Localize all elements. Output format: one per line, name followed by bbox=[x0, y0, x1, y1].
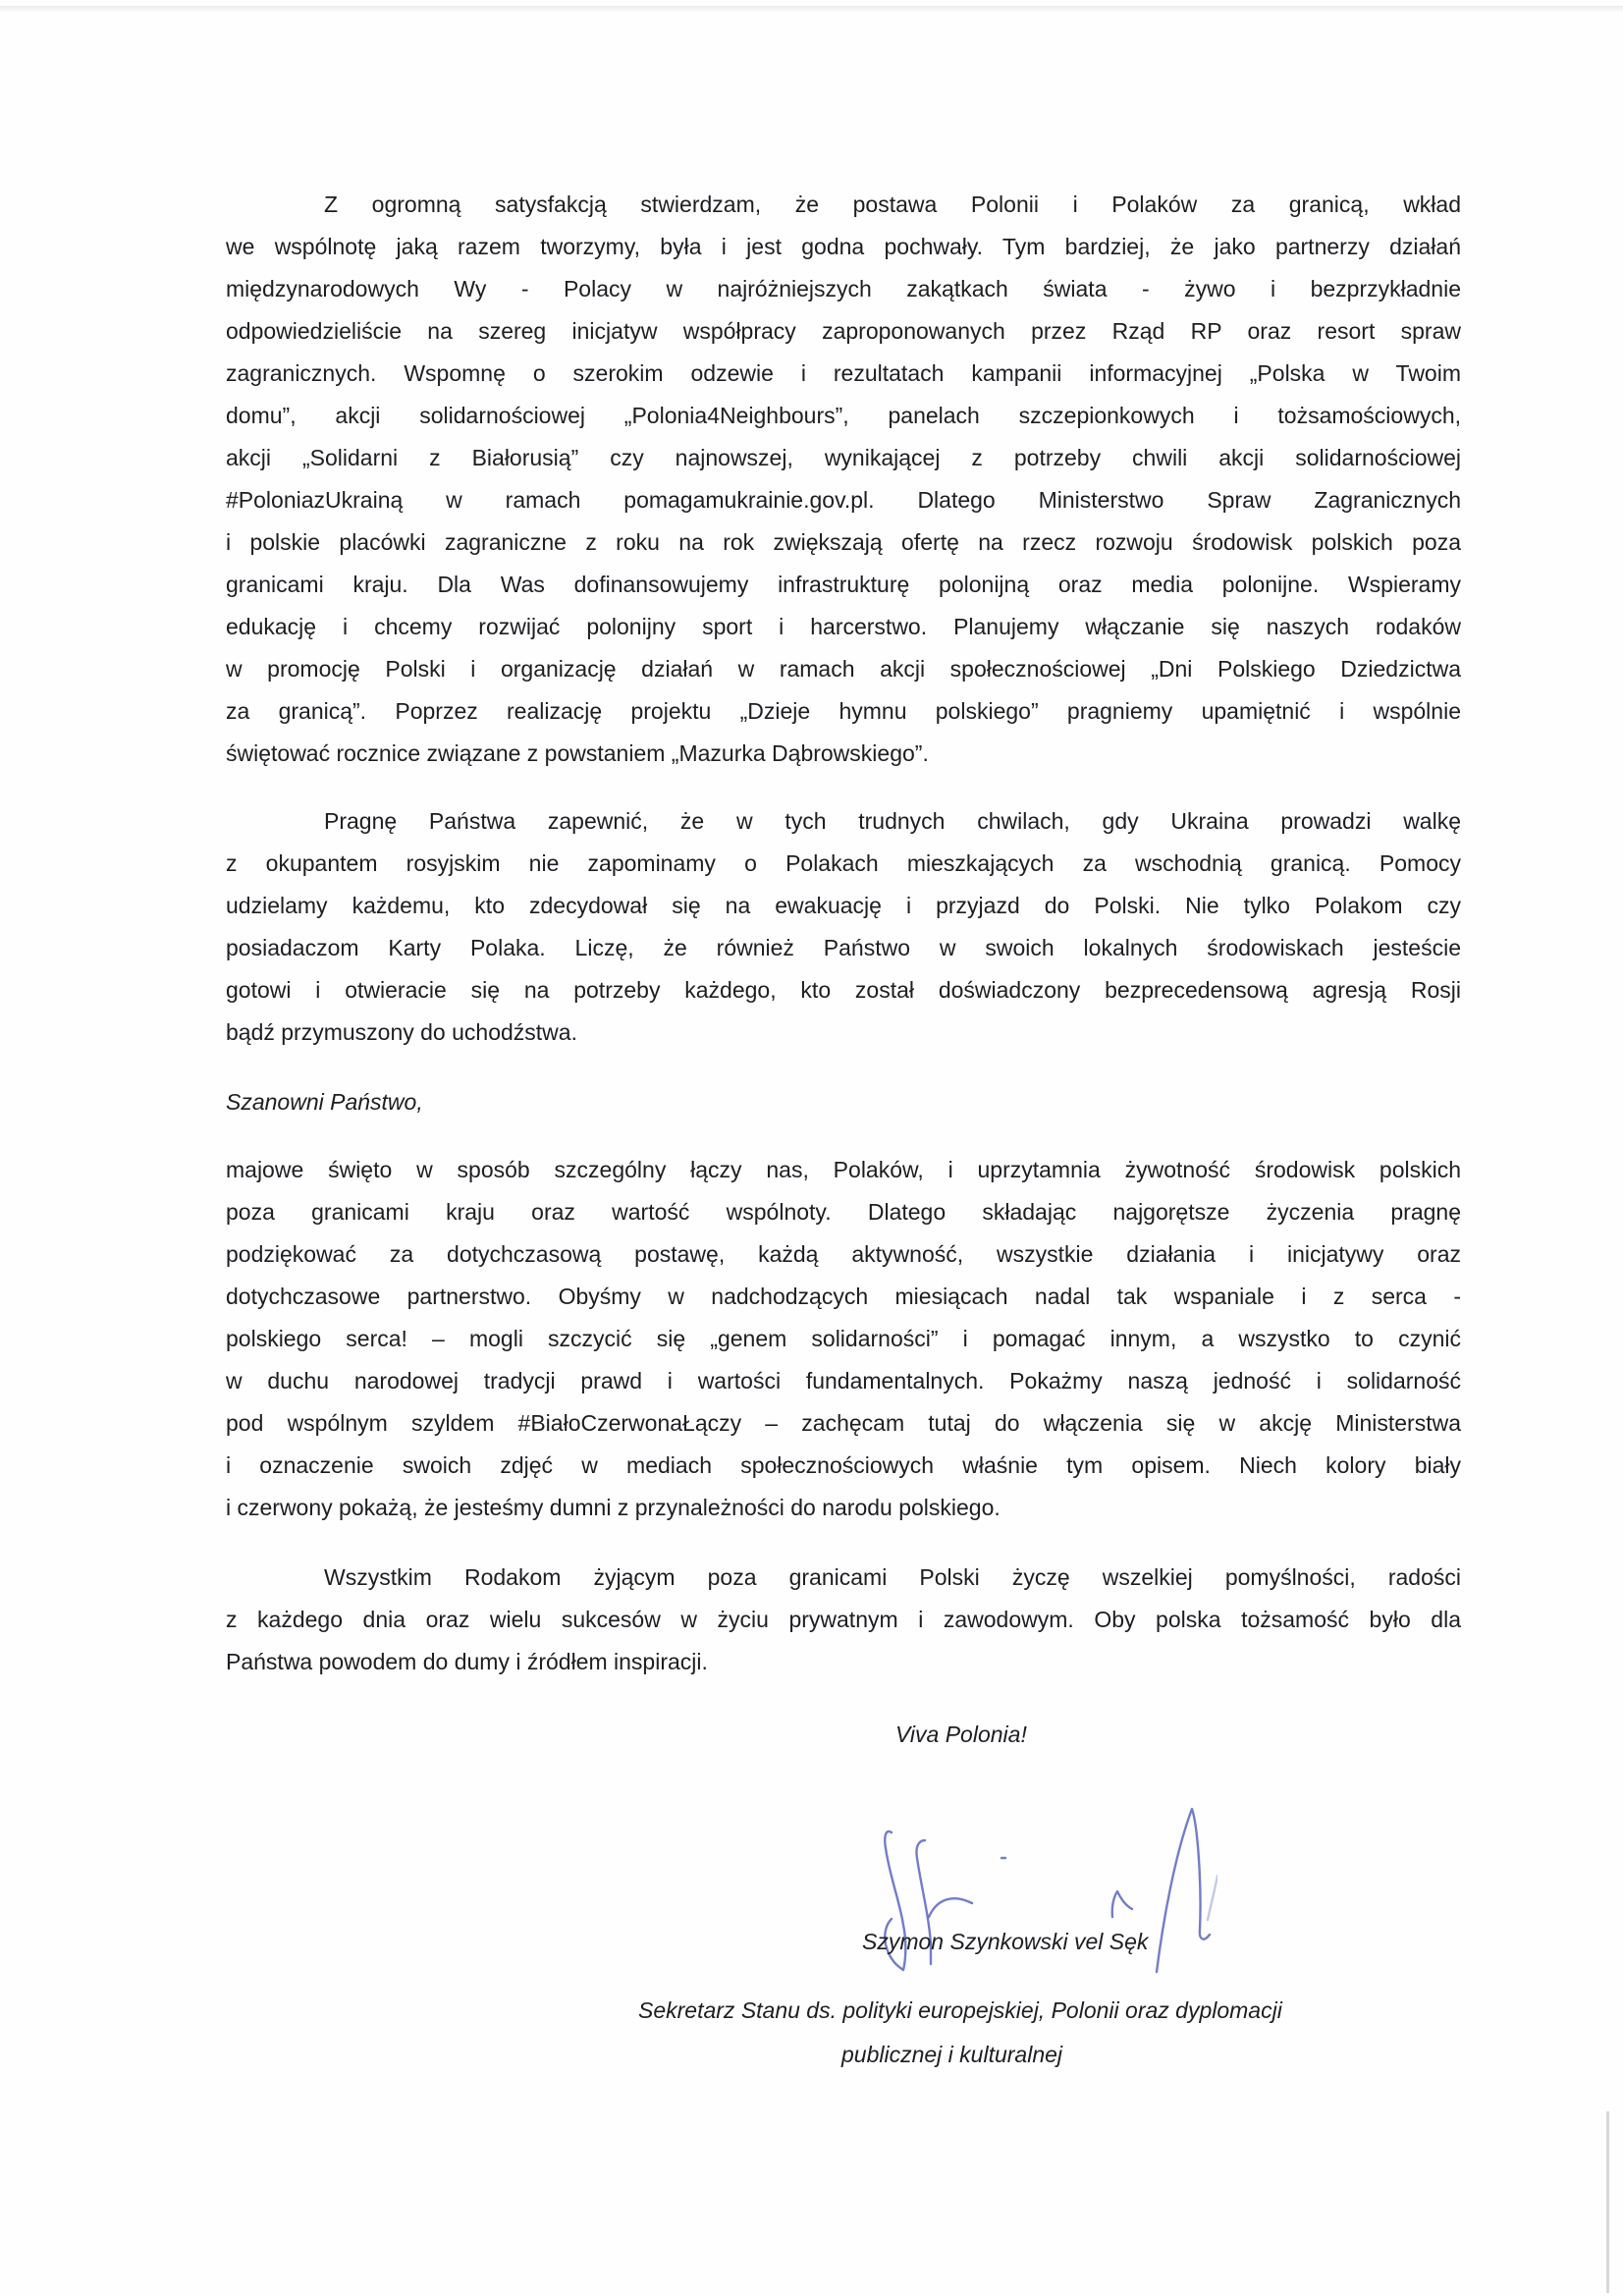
text-line: gotowi i otwieracie się na potrzeby każdego, kto został doświadczony bezprecedensową agresją Rosji bbox=[226, 977, 1461, 1003]
text-line: polskiego serca! – mogli szczycić się „genem solidarności” i pomagać innym, a wszystko to czynić bbox=[226, 1326, 1461, 1351]
signatory-title-line-2: publicznej i kulturalnej bbox=[841, 2042, 1063, 2067]
text-line: pod wspólnym szyldem #BiałoCzerwonaŁączy – zachęcam tutaj do włączenia się w akcję Ministerstwa bbox=[226, 1410, 1461, 1436]
text-line: świętować rocznice związane z powstaniem „Mazurka Dąbrowskiego”. bbox=[226, 740, 929, 766]
signatory-name: Szymon Szynkowski vel Sęk bbox=[862, 1929, 1149, 1954]
text-line: odpowiedzieliście na szereg inicjatyw współpracy zaproponowanych przez Rząd RP oraz resort spraw bbox=[226, 318, 1461, 344]
text-line: edukację i chcemy rozwijać polonijny sport i harcerstwo. Planujemy włączanie się naszych rodaków bbox=[226, 614, 1461, 639]
text-line: w promocję Polski i organizację działań w ramach akcji społecznościowej „Dni Polskiego Dziedzictwa bbox=[226, 656, 1461, 682]
text-line: Pragnę Państwa zapewnić, że w tych trudnych chwilach, gdy Ukraina prowadzi walkę bbox=[324, 808, 1461, 834]
text-line: i polskie placówki zagraniczne z roku na rok zwiększają ofertę na rzecz rozwoju środowisk polskich poza bbox=[226, 529, 1461, 555]
text-line: domu”, akcji solidarnościowej „Polonia4Neighbours”, panelach szczepionkowych i tożsamościowych, bbox=[226, 403, 1461, 428]
signature-stroke-4 bbox=[1112, 1891, 1132, 1917]
signature-stroke-6 bbox=[1208, 1876, 1217, 1920]
text-line: w duchu narodowej tradycji prawd i wartości fundamentalnych. Pokażmy naszą jedność i solidarność bbox=[226, 1368, 1461, 1394]
salutation: Szanowni Państwo, bbox=[226, 1089, 423, 1115]
text-line: Wszystkim Rodakom żyjącym poza granicami Polski życzę wszelkiej pomyślności, radości bbox=[324, 1564, 1461, 1590]
text-line: dotychczasowe partnerstwo. Obyśmy w nadchodzących miesiącach nadal tak wspaniale i z serca - bbox=[226, 1284, 1461, 1309]
text-line: za granicą”. Poprzez realizację projektu „Dzieje hymnu polskiego” pragniemy upamiętnić i wspólnie bbox=[226, 698, 1461, 724]
text-line: Z ogromną satysfakcją stwierdzam, że postawa Polonii i Polaków za granicą, wkład bbox=[324, 191, 1461, 217]
text-line: udzielamy każdemu, kto zdecydował się na ewakuację i przyjazd do Polski. Nie tylko Polakom czy bbox=[226, 893, 1461, 918]
text-line: poza granicami kraju oraz wartość wspólnoty. Dlatego składając najgorętsze życzenia pragnę bbox=[226, 1199, 1461, 1225]
text-line: i czerwony pokażą, że jesteśmy dumni z przynależności do narodu polskiego. bbox=[226, 1495, 1001, 1520]
text-line: #PoloniazUkrainą w ramach pomagamukrainie.gov.pl. Dlatego Ministerstwo Spraw Zagranicznych bbox=[226, 487, 1461, 513]
text-line: akcji „Solidarni z Białorusią” czy najnowszej, wynikającej z potrzeby chwili akcji solidarnościowej bbox=[226, 445, 1461, 470]
text-line: Państwa powodem do dumy i źródłem inspiracji. bbox=[226, 1649, 708, 1674]
closing-phrase: Viva Polonia! bbox=[895, 1722, 1027, 1747]
signatory-title-line-1: Sekretarz Stanu ds. polityki europejskiej, Polonii oraz dyplomacji bbox=[638, 1997, 1282, 2023]
text-line: posiadaczom Karty Polaka. Liczę, że również Państwo w swoich lokalnych środowiskach jesteście bbox=[226, 935, 1461, 960]
scan-edge-right bbox=[1606, 2111, 1609, 2293]
text-line: granicami kraju. Dla Was dofinansowujemy infrastrukturę polonijną oraz media polonijne. Wspieramy bbox=[226, 572, 1461, 597]
text-line: podziękować za dotychczasową postawę, każdą aktywność, wszystkie działania i inicjatywy oraz bbox=[226, 1241, 1461, 1267]
text-line: we wspólnotę jaką razem tworzymy, była i jest godna pochwały. Tym bardziej, że jako partnerzy działań bbox=[226, 234, 1461, 259]
text-line: z każdego dnia oraz wielu sukcesów w życiu prywatnym i zawodowym. Oby polska tożsamość było dla bbox=[226, 1607, 1461, 1632]
text-line: międzynarodowych Wy - Polacy w najróżniejszych zakątkach świata - żywo i bezprzykładnie bbox=[226, 276, 1461, 301]
signature-stroke-3 bbox=[929, 1898, 972, 1917]
text-line: i oznaczenie swoich zdjęć w mediach społecznościowych właśnie tym opisem. Niech kolory biały bbox=[226, 1452, 1461, 1478]
text-line: majowe święto w sposób szczególny łączy nas, Polaków, i uprzytamnia żywotność środowisk polskich bbox=[226, 1157, 1461, 1182]
text-line: zagranicznych. Wspomnę o szerokim odzewie i rezultatach kampanii informacyjnej „Polska w Twoim bbox=[226, 360, 1461, 386]
signature-stroke-5 bbox=[1157, 1809, 1210, 1972]
scan-edge-top bbox=[0, 6, 1623, 14]
text-line: bądź przymuszony do uchodźstwa. bbox=[226, 1019, 577, 1045]
text-line: z okupantem rosyjskim nie zapominamy o Polakach mieszkających za wschodnią granicą. Pomocy bbox=[226, 850, 1461, 876]
